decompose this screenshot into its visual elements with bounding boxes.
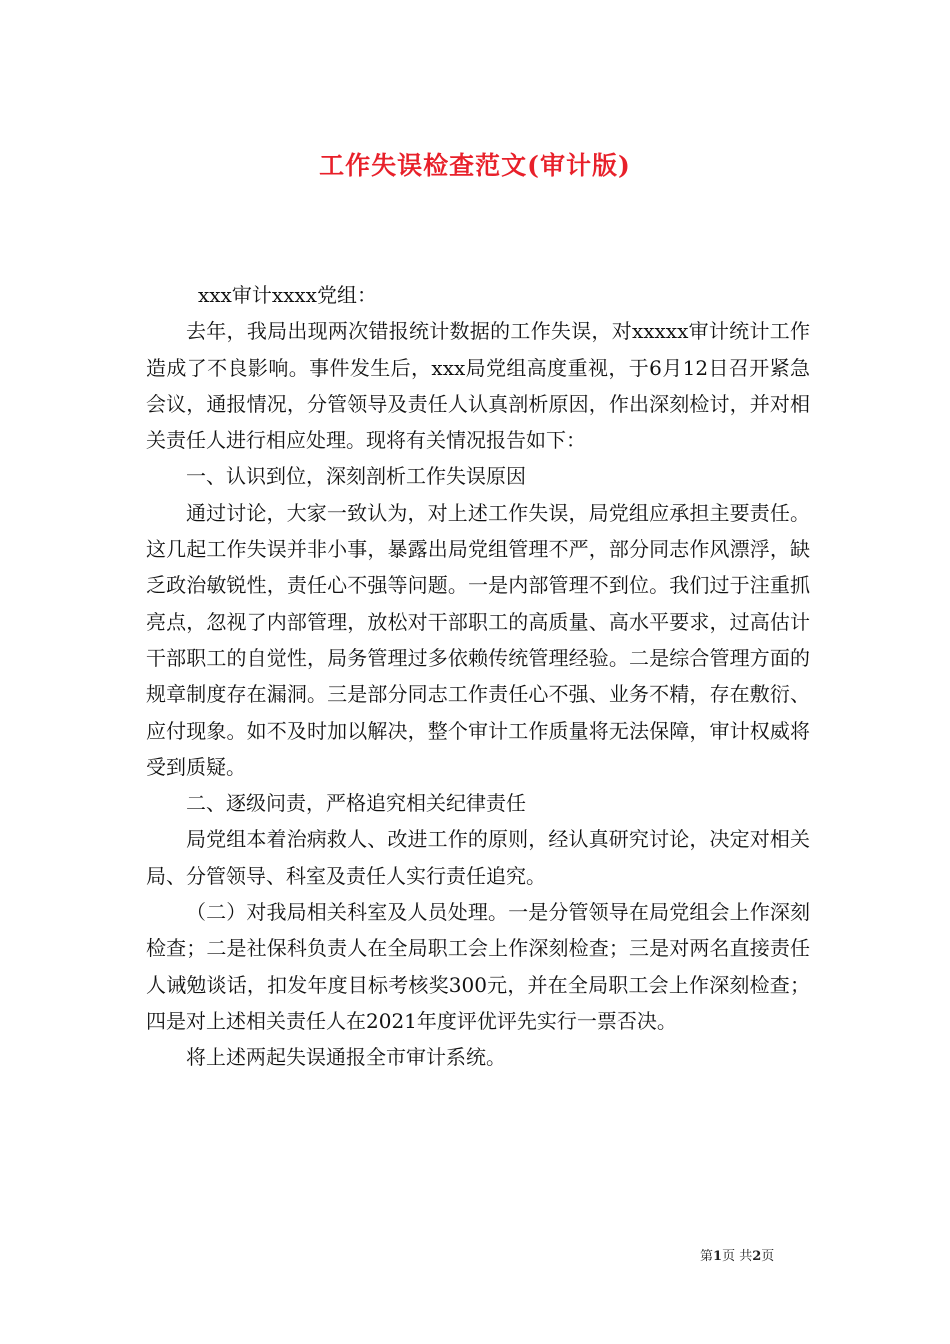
decision-paragraph: 局党组本着治病救人、改进工作的原则，经认真研究讨论，决定对相关局、分管领导、科室及责任人实行责任追究。 xyxy=(146,827,810,888)
footer-prefix: 第 xyxy=(700,1249,714,1264)
section-heading-2: 二、逐级问责，严格追究相关纪律责任 xyxy=(186,791,526,816)
footer-suffix: 页 xyxy=(761,1249,775,1264)
page-number-footer xyxy=(700,1248,830,1266)
total-pages-number: 2 xyxy=(752,1249,762,1264)
closing-paragraph: 将上述两起失误通报全市审计系统。 xyxy=(186,1045,506,1070)
footer-middle: 页 共 xyxy=(722,1249,753,1264)
analysis-paragraph: 通过讨论，大家一致认为，对上述工作失误，局党组应承担主要责任。这几起工作失误并非小事，暴露出局党组管理不严，部分同志作风漂浮，缺乏政治敏锐性，责任心不强等问题。一是内部管理不到位。我们过于注重抓亮点，忽视了内部管理，放松对干部职工的高质量、高水平要求，过高估计干部职工的自觉性，局务管理过多依赖传统管理经验。二是综合管理方面的规章制度存在漏洞。三是部分同志工作责任心不强、业务不精，存在敷衍、应付现象。如不及时加以解决，整个审计工作质量将无法保障，审计权威将受到质疑。 xyxy=(146,500,810,779)
document-body xyxy=(146,277,810,1076)
salutation: xxx审计xxxx党组： xyxy=(198,283,377,307)
current-page-number: 1 xyxy=(713,1249,723,1264)
document-title: 工作失误检查范文(审计版) xyxy=(319,150,631,180)
intro-paragraph: 去年，我局出现两次错报统计数据的工作失误，对xxxxx审计统计工作造成了不良影响。事件发生后，xxx局党组高度重视，于6月12日召开紧急会议，通报情况，分管领导及责任人认真剖析原因，作出深刻检讨，并对相关责任人进行相应处理。现将有关情况报告如下： xyxy=(146,319,810,453)
handling-paragraph: （二）对我局相关科室及人员处理。一是分管领导在局党组会上作深刻检查；二是社保科负责人在全局职工会上作深刻检查；三是对两名直接责任人诫勉谈话，扣发年度目标考核奖300元，并在全局职工会上作深刻检查；四是对上述相关责任人在2021年度评优评先实行一票否决。 xyxy=(146,900,810,1033)
section-heading-1: 一、认识到位，深刻剖析工作失误原因 xyxy=(186,464,526,489)
